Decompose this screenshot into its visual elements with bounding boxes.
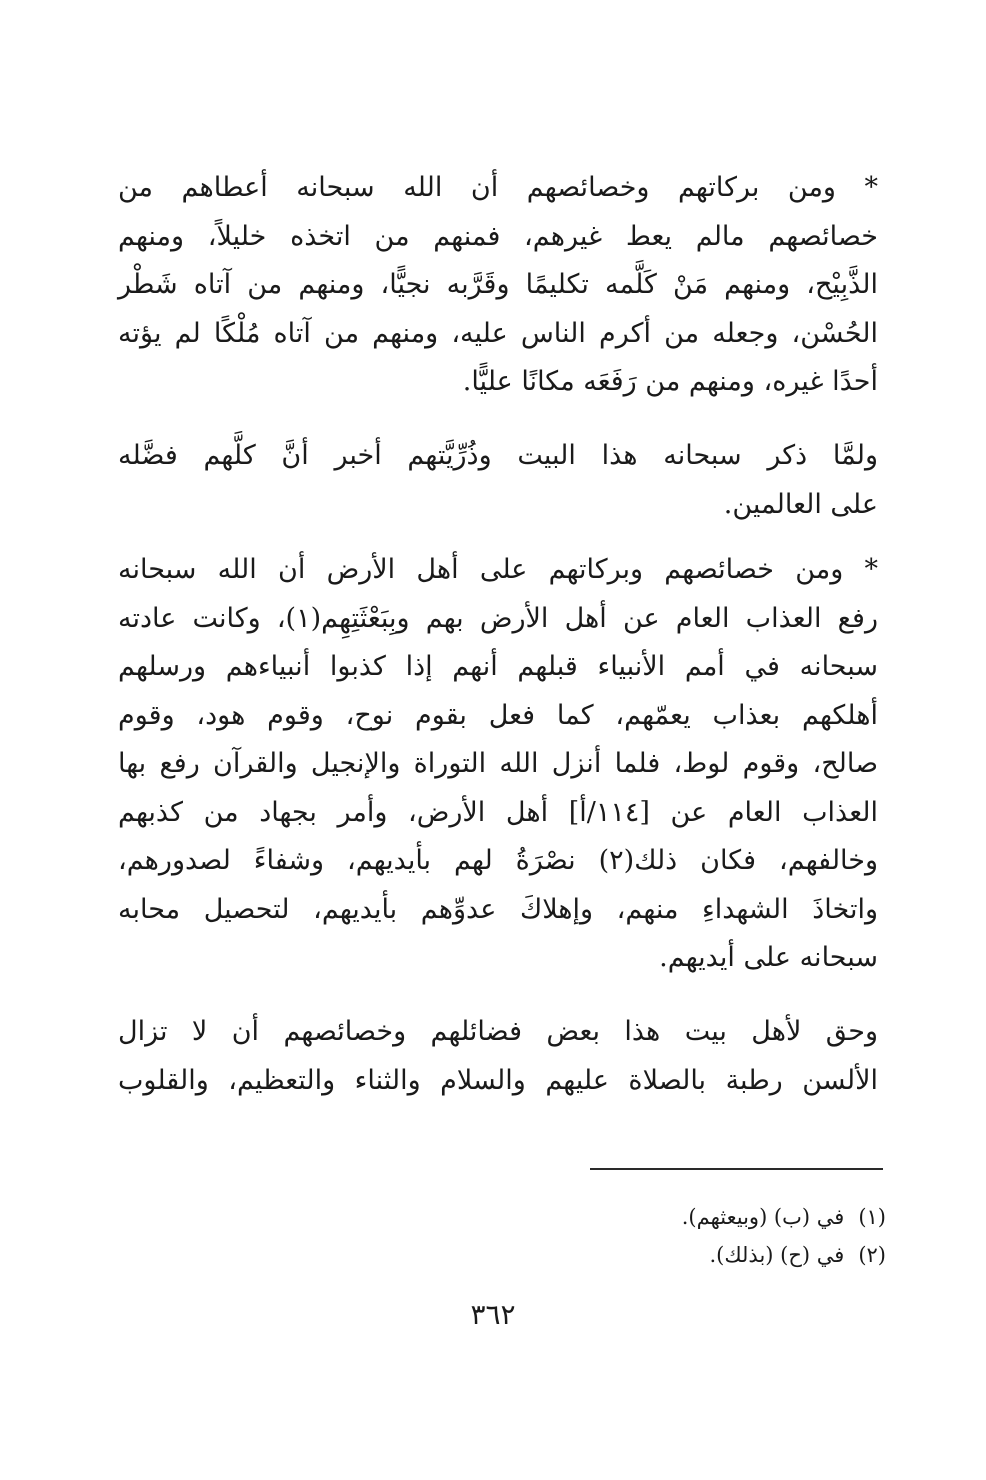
page-number: ٣٦٢: [470, 1298, 516, 1331]
paragraph-blessings: [118, 164, 878, 407]
paragraph-punishment-lifted: [118, 546, 878, 983]
text-line: على العالمين.: [723, 488, 878, 520]
text-line: خصائصهم مالم يعط غيرهم، فمنهم من اتخذه خليلاً، ومنهم: [118, 220, 878, 252]
text-line: سبحانه في أمم الأنبياء قبلهم أنهم إذا كذبوا أنبياءهم ورسلهم: [118, 651, 878, 682]
text-line: أحدًا غيره، ومنهم من رَفَعَه مكانًا عليًّا.: [462, 366, 878, 397]
footnotes: [286, 1198, 886, 1274]
footnote-number: (١): [858, 1205, 886, 1229]
text-line: صالح، وقوم لوط، فلما أنزل الله التوراة والإنجيل والقرآن رفع بها: [118, 748, 878, 779]
footnote-number: (٢): [858, 1243, 886, 1267]
text-line: وخالفهم، فكان ذلك(٢) نصْرَةُ لهم بأيديهم، وشفاءً لصدورهم،: [118, 845, 879, 876]
text-line: واتخاذَ الشهداءِ منهم، وإهلاكَ عدوِّهم بأيديهم، لتحصيل محابه: [118, 893, 878, 925]
footnote-item: [286, 1236, 886, 1274]
text-line: الذَّبِيْح، ومنهم مَنْ كَلَّمه تكليمًا وقَرَّبه نجيًّا، ومنهم من آتاه شَطْر: [118, 269, 878, 300]
text-line: الحُسْن، وجعله من أكرم الناس عليه، ومنهم من آتاه مُلْكًا لم يؤته: [118, 317, 878, 349]
text-line: رفع العذاب العام عن أهل الأرض بهم وبِبَعْثَتِهِم(١)، وكانت عادته: [118, 602, 878, 634]
footnote-item: [286, 1198, 886, 1236]
text-line: أهلكهم بعذاب يعمّهم، كما فعل بقوم نوح، وقوم هود، وقوم: [118, 699, 878, 731]
text-line: العذاب العام عن [١١٤/أ] أهل الأرض، وأمر بجهاد من كذبهم: [118, 796, 878, 828]
text-line: ولمَّا ذكر سبحانه هذا البيت وذُرِّيَّتهم أخبر أنَّ كلَّهم فضَّله: [118, 440, 878, 471]
paragraph-household-rights: [118, 1008, 878, 1105]
footnote-text: في (ب) (وبيعثهم).: [681, 1205, 845, 1229]
footnote-text: في (ح) (بذلك).: [709, 1243, 845, 1267]
footnote-divider: [590, 1168, 883, 1170]
text-line: وحق لأهل بيت هذا بعض فضائلهم وخصائصهم أن لا تزال: [118, 1016, 878, 1047]
text-line: * ومن بركاتهم وخصائصهم أن الله سبحانه أعطاهم من: [118, 172, 878, 203]
text-line: الألسن رطبة بالصلاة عليهم والسلام والثناء والتعظيم، والقلوب: [118, 1064, 878, 1096]
paragraph-preference: [118, 432, 878, 529]
text-line: * ومن خصائصهم وبركاتهم على أهل الأرض أن الله سبحانه: [118, 554, 878, 585]
text-line: سبحانه على أيديهم.: [659, 942, 878, 973]
